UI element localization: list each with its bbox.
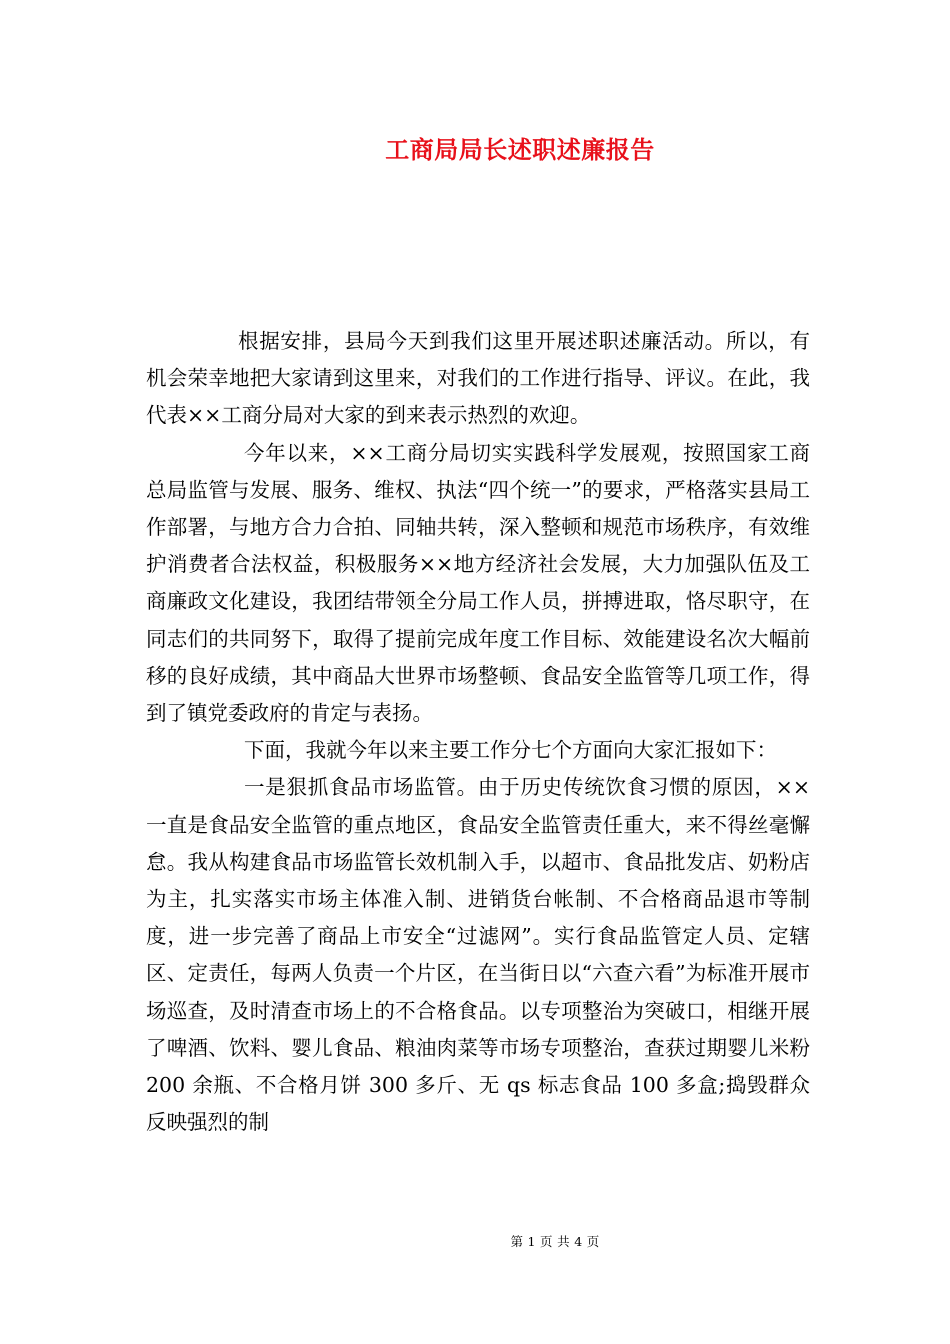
paragraph-food-supervision: 一是狠抓食品市场监管。由于历史传统饮食习惯的原因，××一直是食品安全监管的重点地区，食品安全监管责任重大，来不得丝毫懈怠。我从构建食品市场监管长效机制入手，以超市、食品批发店、奶粉店为主，扎实落实市场主体准入制、进销货台帐制、不合格商品退市等制度，进一步完善了商品上市安全“过滤网”。实行食品监管定人员、定辖区、定责任，每两人负责一个片区，在当街日以“六查六看”为标准开展市场巡查，及时清查市场上的不合格食品。以专项整治为突破口，相继开展了啤酒、饮料、婴儿食品、粮油肉菜等市场专项整治，查获过期婴儿米粉 200 余瓶、不合格月饼 300 多斤、无 qs 标志食品 100 多盒;捣毁群众反映强烈的制 <box>146 775 810 1135</box>
page-footer: 第 1 页 共 4 页 <box>510 1234 600 1249</box>
paragraph-summary: 今年以来，××工商分局切实实践科学发展观，按照国家工商总局监管与发展、服务、维权、执法“四个统一”的要求，严格落实县局工作部署，与地方合力合拍、同轴共转，深入整顿和规范市场秩序，有效维护消费者合法权益，积极服务××地方经济社会发展，大力加强队伍及工商廉政文化建设，我团结带领全分局工作人员，拼搏进取，恪尽职守，在同志们的共同努下，取得了提前完成年度工作目标、效能建设名次大幅前移的良好成绩，其中商品大世界市场整顿、食品安全监管等几项工作，得到了镇党委政府的肯定与表扬。 <box>146 440 810 726</box>
document-body <box>146 323 810 1141</box>
paragraph-opening: 根据安排，县局今天到我们这里开展述职述廉活动。所以，有机会荣幸地把大家请到这里来，对我们的工作进行指导、评议。在此，我代表××工商分局对大家的到来表示热烈的欢迎。 <box>146 329 810 428</box>
paragraph-intro: 下面，我就今年以来主要工作分七个方面向大家汇报如下： <box>244 738 777 763</box>
document-title: 工商局局长述职述廉报告 <box>385 135 655 164</box>
